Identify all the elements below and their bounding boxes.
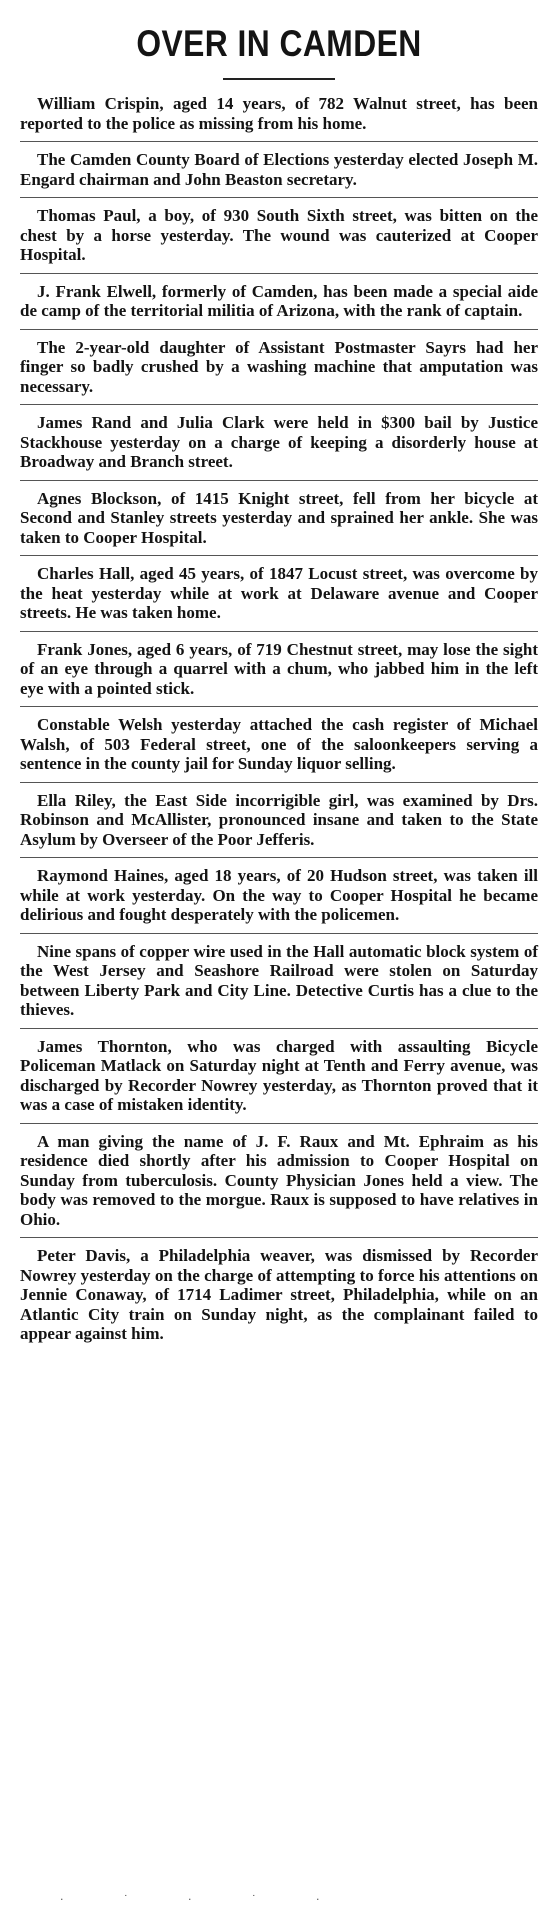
item-separator (20, 329, 538, 330)
item-separator (20, 933, 538, 934)
news-item-10: Constable Welsh yesterday attached the cash register of Michael Walsh, of 503 Federal street, one of the saloonkeepers serving a sentence in the county jail for Sunday liquor selling. (20, 715, 538, 773)
item-separator (20, 141, 538, 142)
item-separator (20, 782, 538, 783)
news-item-6: James Rand and Julia Clark were held in $300 bail by Justice Stackhouse yesterday on a charge of keeping a disorderly house at Broadway and Branch street. (20, 413, 538, 471)
item-separator (20, 1237, 538, 1238)
news-item-5: The 2-year-old daughter of Assistant Postmaster Sayrs had her finger so badly crushed by a washing machine that amputation was necessary. (20, 337, 538, 396)
item-separator (20, 197, 538, 198)
item-separator (20, 480, 538, 481)
news-item-7: Agnes Blockson, of 1415 Knight street, fell from her bicycle at Second and Stanley streets yesterday and sprained her ankle. She was taken to Cooper Hospital. (20, 488, 538, 547)
news-item-2: The Camden County Board of Elections yesterday elected Joseph M. Engard chairman and John Beaston secretary. (20, 150, 538, 189)
news-item-8: Charles Hall, aged 45 years, of 1847 Locust street, was overcome by the heat yesterday while at work at Delaware avenue and Cooper streets. He was taken home. (20, 564, 538, 622)
print-speckle-decoration: · ˙ · ˙ · (60, 1893, 348, 1906)
news-item-16: Peter Davis, a Philadelphia weaver, was dismissed by Recorder Nowrey yesterday on the charge of attempting to force his attentions on Jennie Conaway, of 1714 Ladimer street, Philadelphia, while on an Atlantic City train on Sunday night, as the complainant failed to appear against him. (20, 1246, 538, 1343)
item-separator (20, 1028, 538, 1029)
news-item-14: James Thornton, who was charged with assaulting Bicycle Policeman Matlack on Saturday night at Tenth and Ferry avenue, was discharged by Recorder Nowrey yesterday, as Thornton proved that it was a case of mistaken identity. (20, 1036, 538, 1114)
news-item-4: J. Frank Elwell, formerly of Camden, has been made a special aide de camp of the territorial militia of Arizona, with the rank of captain. (20, 281, 538, 320)
news-item-1: William Crispin, aged 14 years, of 782 Walnut street, has been reported to the police as missing from his home. (20, 94, 538, 133)
item-separator (20, 555, 538, 556)
item-separator (20, 273, 538, 274)
news-item-3: Thomas Paul, a boy, of 930 South Sixth street, was bitten on the chest by a horse yesterday. The wound was cauterized at Cooper Hospital. (20, 206, 538, 264)
news-item-13: Nine spans of copper wire used in the Hall automatic block system of the West Jersey and Seashore Railroad were stolen on Saturday between Liberty Park and City Line. Detective Curtis has a clue to the thieves. (20, 941, 538, 1019)
item-separator (20, 706, 538, 707)
headline-rule (223, 78, 335, 80)
news-item-15: A man giving the name of J. F. Raux and Mt. Ephraim as his residence died shortly after his admission to Cooper Hospital on Sunday from tuberculosis. County Physician Jones held a view. The body was removed to the morgue. Raux is supposed to have relatives in Ohio. (20, 1131, 538, 1229)
item-separator (20, 404, 538, 405)
item-separator (20, 857, 538, 858)
news-item-12: Raymond Haines, aged 18 years, of 20 Hudson street, was taken ill while at work yesterday. On the way to Cooper Hospital he became delirious and fought desperately with the policemen. (20, 866, 538, 924)
headline: OVER IN CAMDEN (136, 23, 422, 64)
news-item-9: Frank Jones, aged 6 years, of 719 Chestnut street, may lose the sight of an eye through a quarrel with a chum, who jabbed him in the left eye with a pointed stick. (20, 639, 538, 698)
news-item-11: Ella Riley, the East Side incorrigible girl, was examined by Drs. Robinson and McAllister, pronounced insane and taken to the State Asylum by Overseer of the Poor Jefferis. (20, 790, 538, 849)
item-separator (20, 1123, 538, 1124)
item-separator (20, 631, 538, 632)
